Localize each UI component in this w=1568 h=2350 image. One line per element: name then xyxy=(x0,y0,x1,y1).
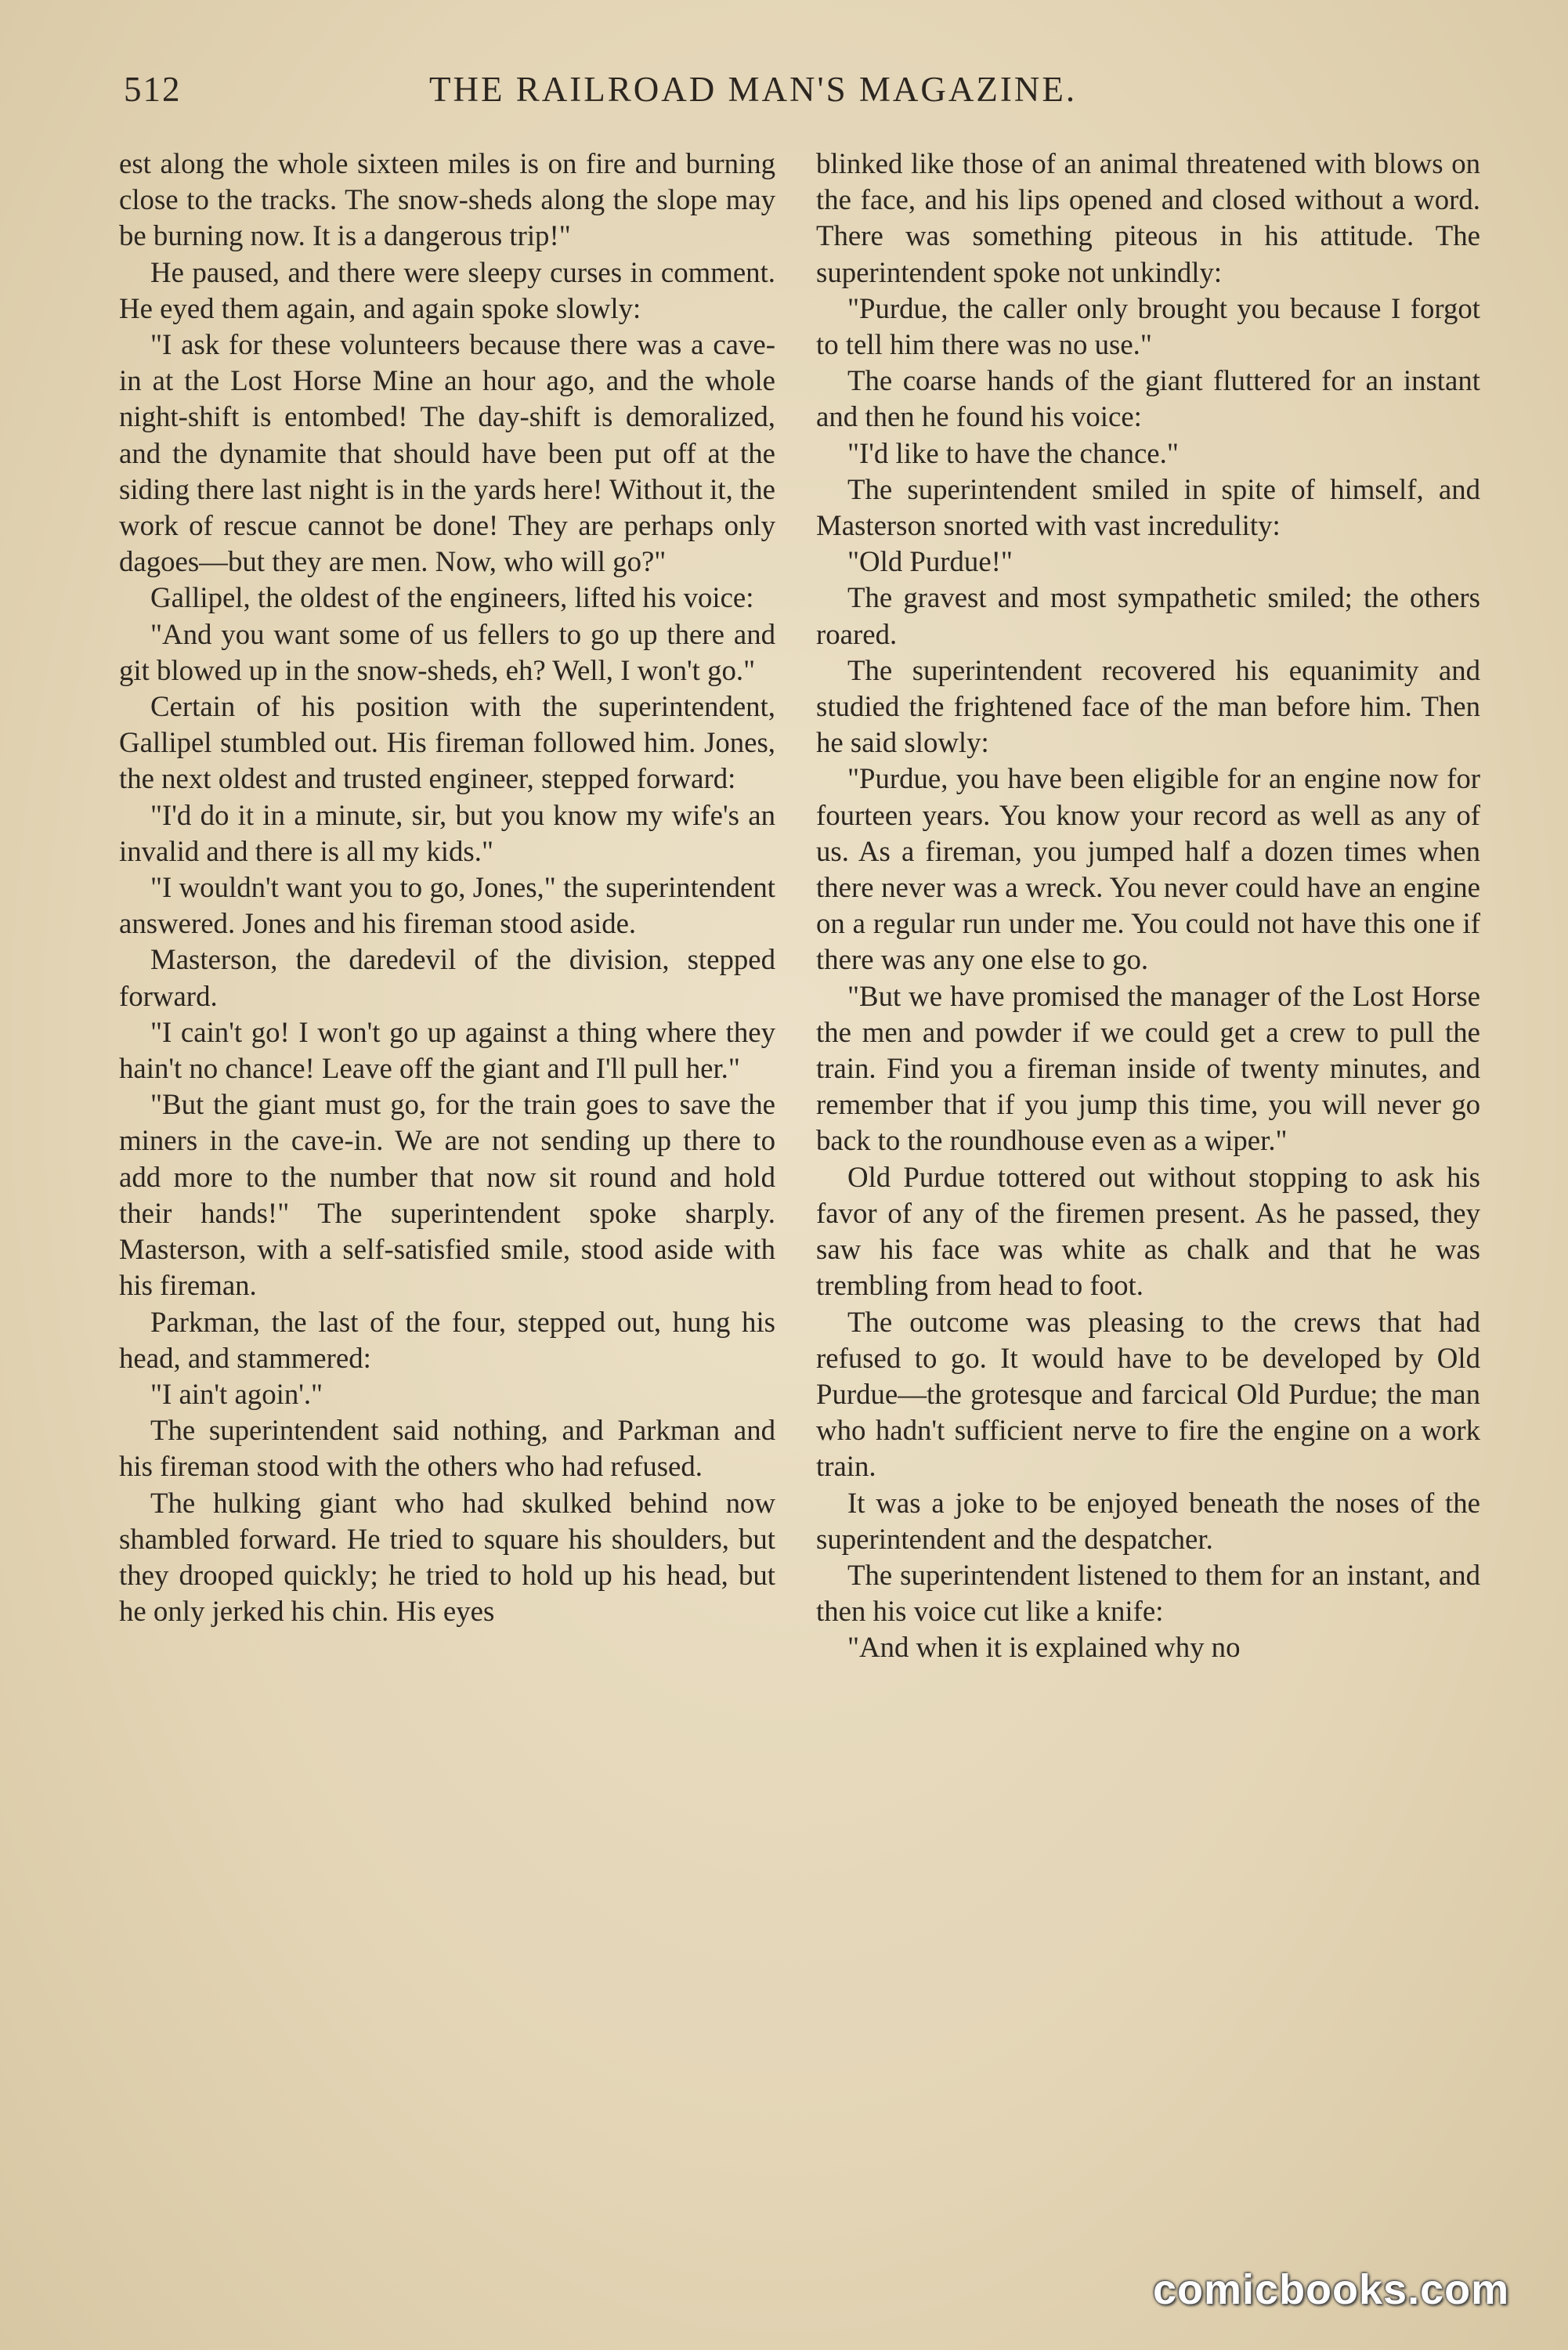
paragraph: "But the giant must go, for the train goes to save the miners in the cave-in. We are not sending up there to add more to the number that now sit round and hold their hands!" The superintendent spoke sharply. Masterson, with a self-satisfied smile, stood aside with his fireman. xyxy=(119,1088,775,1302)
page-header xyxy=(124,69,1487,124)
running-title: THE RAILROAD MAN'S MAGAZINE. xyxy=(429,70,1078,109)
paragraph: est along the whole sixteen miles is on fire and burning close to the tracks. The snow-sheds along the slope may be burning now. It is a dangerous trip!" xyxy=(119,147,775,252)
paragraph: The gravest and most sympathetic smiled; the others roared. xyxy=(816,581,1480,650)
paragraph: The outcome was pleasing to the crews that had refused to go. It would have to be developed by Old Purdue—the grotesque and farcical Old Purdue; the man who hadn't sufficient nerve to fire the engine on a work train. xyxy=(816,1305,1480,1483)
paragraph: Parkman, the last of the four, stepped out, hung his head, and stammered: xyxy=(119,1305,775,1374)
paragraph: The superintendent said nothing, and Parkman and his fireman stood with the others who had refused. xyxy=(119,1414,775,1483)
paragraph: "I'd like to have the chance." xyxy=(847,436,1179,469)
paragraph: The hulking giant who had skulked behind now shambled forward. He tried to square his shoulders, but they drooped quickly; he tried to hold up his head, but he only jerked his chin. His eyes xyxy=(119,1486,775,1628)
paragraph: Old Purdue tottered out without stopping to ask his favor of any of the firemen present. As he passed, they saw his face was white as chalk and that he was trembling from head to foot. xyxy=(816,1160,1480,1302)
page-number: 512 xyxy=(124,70,182,109)
paragraph: blinked like those of an animal threatened with blows on the face, and his lips opened and closed without a word. There was something piteous in his attitude. The superintendent spoke not unkindly: xyxy=(816,147,1480,288)
left-column xyxy=(119,146,775,1629)
paragraph: "Purdue, the caller only brought you because I forgot to tell him there was no use." xyxy=(816,291,1480,361)
paragraph: "I wouldn't want you to go, Jones," the superintendent answered. Jones and his fireman stood aside. xyxy=(119,871,775,940)
paragraph: "Old Purdue!" xyxy=(847,545,1013,578)
paragraph: "Purdue, you have been eligible for an engine now for fourteen years. You know your record as well as any of us. As a fireman, you jumped half a dozen times when there never was a wreck. You never could have an engine on a regular run under me. You could not have this one if there was any one else to go. xyxy=(816,762,1480,976)
paragraph: The coarse hands of the giant fluttered for an instant and then he found his voice: xyxy=(816,364,1480,433)
paragraph: Certain of his position with the superintendent, Gallipel stumbled out. His fireman followed him. Jones, the next oldest and trusted engineer, stepped forward: xyxy=(119,690,775,795)
paragraph: Masterson, the daredevil of the division, stepped forward. xyxy=(119,943,775,1012)
paragraph: "I cain't go! I won't go up against a thing where they hain't no chance! Leave off the giant and I'll pull her." xyxy=(119,1015,775,1085)
right-column xyxy=(816,146,1480,1666)
paragraph: "I ain't agoin'." xyxy=(150,1377,323,1410)
paragraph: The superintendent smiled in spite of himself, and Masterson snorted with vast incredulity: xyxy=(816,472,1480,542)
paragraph: "And when it is explained why no xyxy=(847,1631,1241,1664)
watermark-logo: comicbooks.com xyxy=(1153,2266,1510,2313)
paragraph: "But we have promised the manager of the Lost Horse the men and powder if we could get a crew to pull the train. Find you a fireman inside of twenty minutes, and remember that if you jump this time, you will never go back to the roundhouse even as a wiper." xyxy=(816,979,1480,1157)
paragraph: Gallipel, the oldest of the engineers, lifted his voice: xyxy=(150,581,754,614)
paragraph: "I'd do it in a minute, sir, but you know my wife's an invalid and there is all my kids." xyxy=(119,798,775,867)
paragraph: The superintendent listened to them for an instant, and then his voice cut like a knife: xyxy=(816,1558,1480,1628)
paragraph: The superintendent recovered his equanimity and studied the frightened face of the man before him. Then he said slowly: xyxy=(816,653,1480,759)
paragraph: "I ask for these volunteers because there was a cave-in at the Lost Horse Mine an hour ago, and the whole night-shift is entombed! The day-shift is demoralized, and the dynamite that should have been put off at the siding there last night is in the yards here! Without it, the work of rescue cannot be done! They are perhaps only dagoes—but they are men. Now, who will go?" xyxy=(119,328,775,578)
paragraph: "And you want some of us fellers to go up there and git blowed up in the snow-sheds, eh? Well, I won't go." xyxy=(119,617,775,686)
paragraph: He paused, and there were sleepy curses in comment. He eyed them again, and again spoke slowly: xyxy=(119,255,775,324)
paragraph: It was a joke to be enjoyed beneath the noses of the superintendent and the despatcher. xyxy=(816,1486,1480,1555)
